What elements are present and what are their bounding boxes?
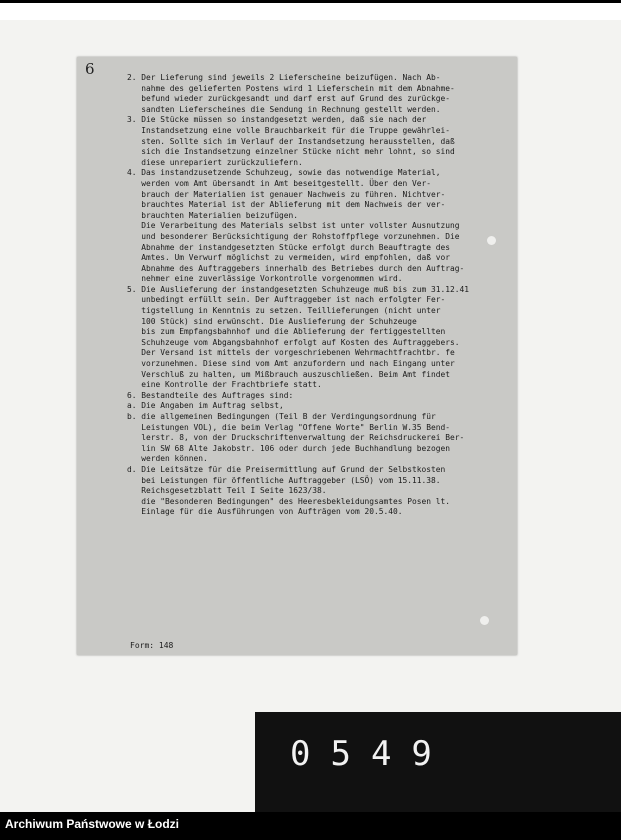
- typed-line: eine Kontrolle der Frachtbriefe statt.: [127, 380, 322, 390]
- typed-line: werden können.: [127, 454, 208, 464]
- archive-name: Archiwum Państwowe w Łodzi: [5, 817, 180, 831]
- punch-hole: [480, 616, 489, 625]
- typed-line: lerstr. 8, von der Druckschriftenverwaltung der Reichsdruckerei Ber-: [127, 433, 465, 443]
- typed-line: sich die Instandsetzung einzelner Stücke nicht mehr lohnt, so sind: [127, 147, 455, 157]
- typed-line: werden vom Amt übersandt in Amt beseitgestellt. Über den Ver-: [127, 178, 432, 188]
- typed-line: 2. Der Lieferung sind jeweils 2 Lieferscheine beizufügen. Nach Ab-: [127, 73, 441, 82]
- typed-line: tigstellung in Kenntnis zu setzen. Teillieferungen (nicht unter: [127, 306, 441, 316]
- typed-line: nehmer eine zuverlässige Vorkontrolle vorgenommen wird.: [127, 274, 403, 284]
- typed-line: bis zum Empfangsbahnhof und die Ablieferung der fertiggestellten: [127, 327, 446, 337]
- typed-line: Abnahme des Auftraggebers innerhalb des Betriebes durch den Auftrag-: [127, 263, 465, 273]
- typed-text-body: [127, 73, 517, 518]
- typed-line: a. Die Angaben im Auftrag selbst,: [127, 401, 284, 411]
- typed-line: Verschluß zu halten, um Mißbrauch auszuschließen. Beim Amt findet: [127, 369, 451, 379]
- typed-line: b. die allgemeinen Bedingungen (Teil B der Verdingungsordnung für: [127, 412, 436, 421]
- scan-frame-edge: [0, 0, 621, 20]
- typed-line: lin SW 68 Alte Jakobstr. 106 oder durch jede Buchhandlung bezogen: [127, 443, 451, 453]
- typed-line: vorzunehmen. Diese sind vom Amt anzufordern und nach Eingang unter: [127, 359, 455, 369]
- typed-line: Leistungen VOL), die beim Verlag "Offene Worte" Berlin W.35 Bend-: [127, 422, 451, 432]
- typed-line: Der Versand ist mittels der vorgeschriebenen Wehrmachtfrachtbr. fe: [127, 348, 455, 358]
- typed-line: Abnahme der instandgesetzten Stücke erfolgt durch Beauftragte des: [127, 242, 451, 252]
- form-number-label: Form: 148: [130, 641, 174, 650]
- typed-line: 3. Die Stücke müssen so instandgesetzt werden, daß sie nach der: [127, 115, 427, 125]
- frame-number: 0549: [290, 734, 452, 774]
- typed-line: die "Besonderen Bedingungen" des Heeresbekleidungsamtes Posen lt.: [127, 496, 451, 506]
- typed-line: brauchten Materialien beizufügen.: [127, 210, 299, 220]
- typed-line: und besonderer Berücksichtigung der Rohstoffpflege vorzunehmen. Die: [127, 231, 460, 241]
- typed-line: Einlage für die Ausführungen von Aufträgen vom 20.5.40.: [127, 507, 403, 517]
- typed-line: 5. Die Auslieferung der instandgesetzten Schuhzeuge muß bis zum 31.12.41: [127, 284, 470, 294]
- typed-line: 4. Das instandzusetzende Schuhzeug, sowie das notwendige Material,: [127, 168, 441, 178]
- typed-line: befund wieder zurückgesandt und darf erst auf Grund des zurückge-: [127, 94, 451, 104]
- typed-line: bei Leistungen für öffentliche Auftraggeber (LSÖ) vom 15.11.38.: [127, 475, 441, 485]
- typed-line: 100 Stück) sind erwünscht. Die Auslieferung der Schuhzeuge: [127, 316, 417, 326]
- typed-line: Reichsgesetzblatt Teil I Seite 1623/38.: [127, 486, 327, 496]
- typed-line: nahme des gelieferten Postens wird 1 Lieferschein mit dem Abnahme-: [127, 83, 455, 93]
- typed-line: sten. Sollte sich im Verlauf der Instandsetzung herausstellen, daß: [127, 136, 455, 146]
- typed-line: unbedingt erfüllt sein. Der Auftraggeber ist nach erfolgter Fer-: [127, 295, 446, 305]
- punch-hole: [487, 236, 496, 245]
- typed-line: Schuhzeuge vom Abgangsbahnhof erfolgt auf Kosten des Auftraggebers.: [127, 337, 460, 347]
- typed-line: Amtes. Um Verwurf möglichst zu vermeiden, wird empfohlen, daß vor: [127, 253, 451, 263]
- typed-line: Instandsetzung eine volle Brauchbarkeit für die Truppe gewährlei-: [127, 125, 451, 135]
- typed-line: diese unrepariert zurückzuliefern.: [127, 157, 303, 167]
- page-number-mark: 6: [85, 60, 95, 78]
- typed-line: d. Die Leitsätze für die Preisermittlung auf Grund der Selbstkosten: [127, 464, 446, 474]
- typed-line: 6. Bestandteile des Auftrages sind:: [127, 390, 294, 400]
- typed-line: sandten Lieferscheines die Sendung in Rechnung gestellt werden.: [127, 104, 441, 114]
- typed-line: brauch der Materialien ist genauer Nachweis zu führen. Nichtver-: [127, 189, 446, 199]
- typed-line: brauchtes Material ist der Ablieferung mit dem Nachweis der ver-: [127, 200, 446, 210]
- typed-line: Die Verarbeitung des Materials selbst ist unter vollster Ausnutzung: [127, 221, 460, 231]
